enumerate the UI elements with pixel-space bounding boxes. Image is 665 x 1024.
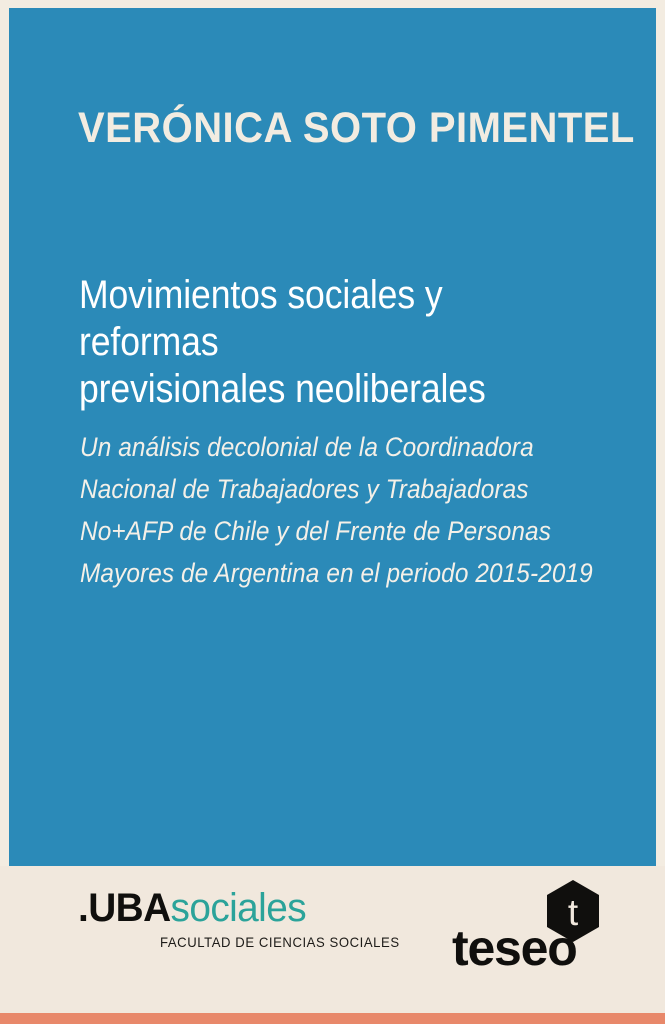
book-subtitle-line: Nacional de Trabajadores y Trabajadoras: [80, 473, 529, 504]
bottom-accent-bar: [0, 1013, 665, 1024]
uba-wordmark-suffix: sociales: [170, 886, 307, 930]
cover-hero-panel: [9, 8, 656, 866]
uba-sociales-logo: [78, 886, 400, 950]
teseo-logo: [452, 880, 612, 990]
book-subtitle-line: No+AFP de Chile y del Frente de Personas: [80, 515, 551, 546]
teseo-wordmark: teseo: [452, 920, 577, 976]
hexagon-letter: t: [567, 892, 579, 933]
book-title-line: previsionales neoliberales: [79, 367, 486, 411]
book-title: [79, 272, 570, 413]
book-subtitle-line: Un análisis decolonial de la Coordinadora: [80, 432, 534, 462]
uba-wordmark: [78, 888, 369, 928]
book-subtitle-line: Mayores de Argentina en el periodo 2015-2019: [80, 557, 593, 588]
book-subtitle: [80, 427, 595, 594]
author-name: VERÓNICA SOTO PIMENTEL: [78, 104, 635, 152]
uba-wordmark-prefix: .UBA: [78, 886, 171, 930]
book-title-line: Movimientos sociales y reformas: [79, 273, 443, 364]
cover-footer: [0, 866, 665, 1014]
uba-faculty-line: FACULTAD DE CIENCIAS SOCIALES: [160, 935, 400, 950]
